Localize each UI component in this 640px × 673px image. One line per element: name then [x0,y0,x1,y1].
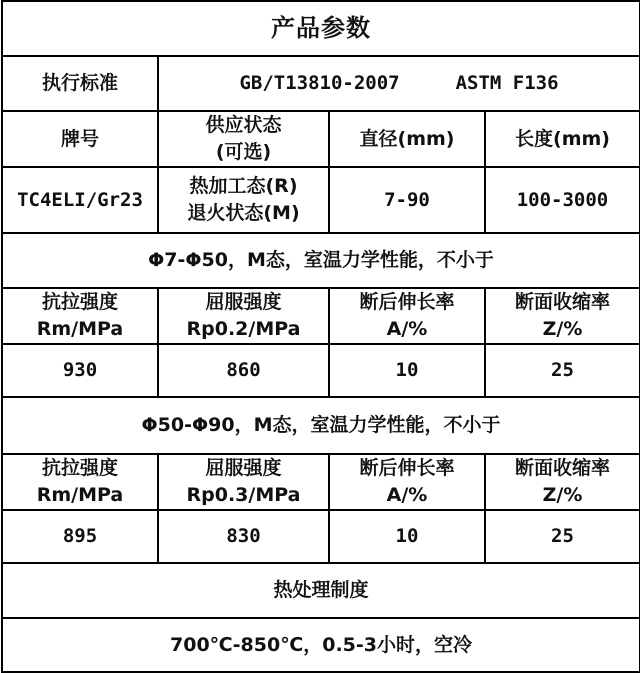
yield-strength-value: 830 [158,510,329,563]
length-header: 长度(mm) [485,111,640,167]
column-unit: Rm/MPa [36,318,124,340]
diameter-header: 直径(mm) [329,111,485,167]
standard-astm: ASTM F136 [455,72,559,94]
column-unit: Rp0.2/MPa [186,318,301,340]
yield-strength-header [158,288,329,344]
column-name: 断面收缩率 [514,291,610,313]
standard-value [158,56,640,111]
supply-state-header-line1: 供应状态 [205,114,282,136]
grade-header: 牌号 [2,111,158,167]
parameters-table [1,0,640,673]
supply-state-value [158,167,329,233]
tensile-strength-header [2,454,158,510]
yield-strength-header [158,454,329,510]
section-heading: Φ7-Φ50，M态，室温力学性能，不小于 [2,233,640,288]
tensile-strength-header [2,288,158,344]
column-unit: Z/% [542,318,583,340]
column-unit: Z/% [542,484,583,506]
supply-state-value-line1: 热加工态(R) [189,175,298,197]
heat-treatment-value: 700℃-850℃，0.5-3小时，空冷 [2,618,640,672]
column-unit: Rm/MPa [36,484,124,506]
grade-value: TC4ELI/Gr23 [2,167,158,233]
supply-state-header-line2: (可选) [215,141,272,163]
length-value: 100-3000 [485,167,640,233]
elongation-value: 10 [329,344,485,397]
area-reduction-value: 25 [485,510,640,563]
area-reduction-value: 25 [485,344,640,397]
column-unit: A/% [386,318,428,340]
elongation-value: 10 [329,510,485,563]
column-unit: A/% [386,484,428,506]
section-heading: Φ50-Φ90，M态，室温力学性能，不小于 [2,397,640,454]
table-title: 产品参数 [2,1,640,56]
area-reduction-header [485,288,640,344]
column-name: 断后伸长率 [359,457,455,479]
column-name: 抗拉强度 [41,457,118,479]
standard-gb: GB/T13810-2007 [239,72,400,94]
tensile-strength-value: 930 [2,344,158,397]
column-name: 屈服强度 [205,457,282,479]
elongation-header [329,288,485,344]
column-unit: Rp0.3/MPa [186,484,301,506]
column-name: 断面收缩率 [514,457,610,479]
yield-strength-value: 860 [158,344,329,397]
supply-state-value-line2: 退火状态(M) [187,202,300,224]
elongation-header [329,454,485,510]
heat-treatment-heading: 热处理制度 [2,563,640,618]
column-name: 屈服强度 [205,291,282,313]
column-name: 断后伸长率 [359,291,455,313]
column-name: 抗拉强度 [41,291,118,313]
supply-state-header [158,111,329,167]
diameter-value: 7-90 [329,167,485,233]
tensile-strength-value: 895 [2,510,158,563]
area-reduction-header [485,454,640,510]
standard-label: 执行标准 [2,56,158,111]
